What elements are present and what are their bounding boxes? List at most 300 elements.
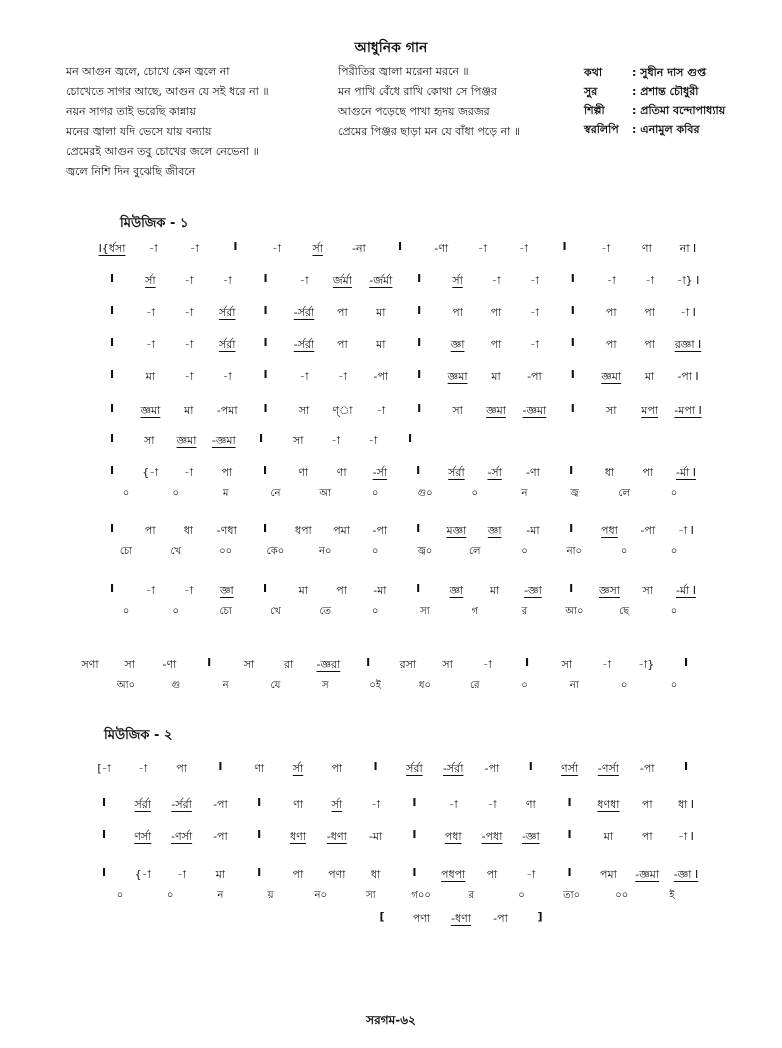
syllable: ম bbox=[222, 488, 229, 499]
note-cell: -ণা bbox=[434, 242, 449, 255]
note-cell: ণর্সা bbox=[134, 830, 152, 843]
note-cell: -র্মা I bbox=[675, 584, 697, 597]
note-cell: মা bbox=[376, 338, 386, 351]
bar-separator: I bbox=[263, 522, 268, 535]
note-cell: -া bbox=[184, 306, 194, 319]
syllable: ০ bbox=[521, 680, 528, 691]
note-cell: সা bbox=[452, 404, 463, 417]
syllable: ০ই bbox=[369, 680, 381, 691]
syllable: আ০ bbox=[116, 680, 136, 691]
note-cell: ধণধা bbox=[597, 798, 620, 811]
bar-separator: I bbox=[109, 522, 115, 535]
credit-label: স্বরলিপি bbox=[584, 123, 619, 136]
note-cell: জ্ঞমা bbox=[140, 404, 161, 417]
note-cell: -মা bbox=[373, 584, 387, 597]
note-cell: সা bbox=[298, 404, 310, 417]
syllable: ০ bbox=[518, 890, 525, 901]
note-cell: সা bbox=[605, 404, 617, 417]
note-cell: -া bbox=[145, 306, 155, 319]
bar-separator: I bbox=[567, 828, 572, 841]
note-cell: পা bbox=[644, 306, 655, 319]
note-cell: -মা bbox=[526, 524, 540, 537]
bar-separator: ] bbox=[537, 910, 543, 923]
note-cell: পা bbox=[292, 868, 304, 881]
bar-separator: I bbox=[416, 522, 421, 535]
note-cell: -পা I bbox=[677, 370, 699, 383]
lyric-line: প্রেমেরই আগুন তবু চোখের জলে নেভেনা ॥ bbox=[66, 145, 259, 158]
note-cell: পণা bbox=[412, 912, 431, 925]
note-cell: -জ্ঞমা bbox=[522, 404, 547, 417]
note-cell: র্জর্মা bbox=[332, 274, 352, 287]
note-cell: পা bbox=[144, 524, 156, 537]
note-cell: -া bbox=[138, 762, 148, 775]
bar-separator: I bbox=[258, 432, 264, 445]
syllable: ০ bbox=[620, 680, 628, 691]
bar-separator: I bbox=[567, 796, 572, 809]
note-cell: ণা bbox=[293, 798, 303, 811]
bar-separator: I bbox=[417, 304, 422, 317]
note-cell: -র্জর্মা bbox=[369, 274, 393, 287]
note-cell: রজ্ঞা I bbox=[674, 338, 702, 351]
note-cell: পা bbox=[337, 306, 348, 319]
note-cell: র্সা bbox=[145, 274, 156, 287]
bar-separator: I bbox=[416, 464, 421, 477]
note-cell: সা bbox=[642, 584, 653, 597]
note-cell: -া} I bbox=[676, 274, 700, 287]
syllable: চো bbox=[119, 546, 133, 557]
credit-label: সুর bbox=[584, 85, 598, 98]
syllable: নে bbox=[270, 488, 281, 499]
note-cell: -া bbox=[337, 370, 347, 383]
lyric-line: পিরীতির জ্বালা মরেনা মরনে ॥ bbox=[338, 65, 469, 78]
note-cell: সা bbox=[124, 658, 135, 671]
syllable: তা০ bbox=[563, 890, 581, 901]
note-cell: -জ্ঞমা bbox=[635, 868, 660, 881]
note-cell: রসা bbox=[399, 658, 417, 671]
syllable: ০ bbox=[471, 488, 478, 499]
bar-separator: I bbox=[683, 760, 689, 773]
note-cell: [-া bbox=[97, 762, 111, 775]
note-cell: -ধণা bbox=[326, 830, 347, 843]
note-cell: মা bbox=[644, 370, 655, 383]
section-heading-music-1: মিউজিক - ১ bbox=[120, 216, 189, 231]
note-cell: -া bbox=[518, 242, 528, 255]
page-title: আধুনিক গান bbox=[354, 40, 428, 56]
note-cell: ণা bbox=[298, 466, 309, 479]
note-cell: পা bbox=[605, 306, 617, 319]
bar-separator: I bbox=[109, 272, 115, 285]
note-cell: -া bbox=[189, 242, 199, 255]
syllable: ই bbox=[669, 890, 675, 901]
note-cell: -া bbox=[376, 404, 386, 417]
note-cell: -া bbox=[299, 274, 309, 287]
bar-separator: I bbox=[263, 402, 268, 415]
note-cell: ধা bbox=[604, 466, 615, 479]
section-heading-music-2: মিউজিক - ২ bbox=[104, 728, 173, 743]
note-cell: -া bbox=[145, 584, 155, 597]
lyric-line: প্রেমের পিঞ্জর ছাড়া মন যে বাঁধা পড়ে না ॥ bbox=[338, 125, 521, 138]
syllable: ন bbox=[217, 890, 224, 901]
lyric-line: মন পাখি বেঁধে রাখি কোথা সে পিঞ্জর bbox=[338, 85, 497, 98]
note-cell: ণ্া bbox=[332, 404, 353, 417]
note-cell: -মপা I bbox=[674, 404, 702, 417]
note-cell: সা bbox=[293, 434, 304, 447]
credit-label: কথা bbox=[584, 66, 603, 79]
bar-separator: I bbox=[373, 760, 378, 773]
note-cell: -া I bbox=[680, 306, 696, 319]
note-cell: -পা bbox=[213, 798, 228, 811]
bar-separator: I bbox=[412, 866, 417, 879]
note-cell: ণা bbox=[254, 762, 265, 775]
bar-separator: I bbox=[417, 272, 422, 285]
note-cell: র্সা bbox=[292, 762, 304, 775]
bar-separator: I bbox=[101, 828, 107, 841]
note-cell: পধা bbox=[444, 830, 462, 843]
syllable: জ্ব bbox=[570, 488, 579, 499]
syllable: ০ bbox=[122, 488, 130, 499]
note-cell: র্সা bbox=[452, 274, 463, 287]
note-cell: -জ্ঞরা bbox=[316, 658, 341, 671]
note-cell: পা bbox=[605, 338, 617, 351]
bar-separator: I bbox=[101, 866, 107, 879]
syllable: র bbox=[468, 890, 475, 901]
syllable: ০ bbox=[670, 680, 678, 691]
note-cell: -না bbox=[351, 242, 366, 255]
note-cell: -া I bbox=[678, 524, 694, 537]
note-cell: {-া bbox=[142, 466, 159, 479]
note-cell: র্সর্রা bbox=[134, 798, 152, 811]
syllable: ন০ bbox=[319, 546, 332, 557]
bar-separator: [ bbox=[379, 910, 385, 923]
note-cell: পা bbox=[642, 466, 654, 479]
note-cell: -ণর্সা bbox=[171, 830, 193, 843]
lyric-line: জ্বলে নিশি দিন বুঝেছি জীবনে bbox=[66, 165, 196, 178]
note-cell: -া bbox=[487, 798, 497, 811]
note-cell: -পা bbox=[493, 912, 508, 925]
bar-separator: I bbox=[412, 828, 417, 841]
bar-separator: I bbox=[417, 402, 422, 415]
note-cell: -া I bbox=[678, 830, 694, 843]
bar-separator: I bbox=[101, 796, 107, 809]
note-cell: র্সর্রা bbox=[448, 466, 465, 479]
bar-separator: I bbox=[525, 656, 530, 669]
note-cell: র্সর্রা bbox=[218, 306, 236, 319]
syllable: লে bbox=[618, 488, 630, 499]
note-cell: -া bbox=[529, 274, 539, 287]
note-cell: সণা bbox=[81, 658, 99, 671]
bar-separator: I bbox=[366, 656, 371, 669]
note-cell: ণা bbox=[336, 466, 347, 479]
bar-separator: I bbox=[109, 432, 115, 445]
note-cell: পধা bbox=[601, 524, 618, 537]
syllable: যে bbox=[270, 680, 281, 691]
syllable: আ bbox=[319, 488, 332, 499]
syllable: না bbox=[569, 680, 579, 691]
note-cell: -া bbox=[299, 370, 309, 383]
syllable: লে bbox=[468, 546, 481, 557]
bar-separator: I bbox=[683, 656, 689, 669]
syllable: র bbox=[521, 606, 528, 617]
note-cell: -পা bbox=[213, 830, 228, 843]
note-cell: -া bbox=[184, 370, 194, 383]
note-cell: -ধণা bbox=[451, 912, 471, 925]
note-cell: জ্ঞা bbox=[487, 524, 502, 537]
note-cell: -ণধা bbox=[216, 524, 237, 537]
note-cell: -া bbox=[368, 434, 378, 447]
bar-separator: I bbox=[257, 796, 262, 809]
note-cell: ধণা bbox=[289, 830, 307, 843]
bar-separator: I bbox=[207, 656, 212, 669]
bar-separator: I bbox=[569, 464, 574, 477]
note-cell: -পা bbox=[527, 370, 542, 383]
note-cell: -জ্ঞা I bbox=[673, 868, 699, 881]
note-cell: মজ্ঞা bbox=[446, 524, 467, 537]
syllable: গু০ bbox=[417, 488, 433, 499]
bar-separator: I bbox=[417, 368, 422, 381]
syllable: গ০০ bbox=[411, 890, 431, 901]
credit-value: : প্রশান্ত চৌধুরী bbox=[632, 85, 699, 98]
syllable: ০ bbox=[620, 546, 628, 557]
note-cell: -া bbox=[482, 658, 492, 671]
syllable: ছে bbox=[619, 606, 630, 617]
note-cell: জ্ঞমা bbox=[447, 370, 468, 383]
note-cell: -া} bbox=[638, 658, 655, 671]
note-cell: জ্ঞমা bbox=[176, 434, 197, 447]
note-cell: পা bbox=[331, 762, 343, 775]
note-cell: -া bbox=[606, 274, 616, 287]
syllable: স bbox=[321, 680, 329, 691]
bar-separator: I bbox=[407, 432, 413, 445]
bar-separator: I bbox=[570, 402, 575, 415]
syllable: ০ bbox=[371, 488, 379, 499]
bar-separator: I bbox=[569, 582, 574, 595]
note-cell: -া bbox=[145, 338, 155, 351]
note-cell: -া bbox=[177, 868, 187, 881]
note-cell: মা bbox=[145, 370, 156, 383]
note-cell: ধা I bbox=[677, 798, 695, 811]
note-cell: -া bbox=[184, 338, 194, 351]
note-cell: {-া bbox=[134, 868, 151, 881]
note-cell: পমা bbox=[333, 524, 350, 537]
bar-separator: I bbox=[233, 240, 238, 253]
note-cell: র্সা bbox=[312, 242, 323, 255]
note-cell: -পা bbox=[373, 370, 389, 383]
note-cell: মা bbox=[184, 404, 194, 417]
bar-separator: I bbox=[416, 582, 421, 595]
syllable: ০ bbox=[172, 606, 180, 617]
note-cell: ণা bbox=[525, 798, 536, 811]
bar-separator: I bbox=[412, 796, 417, 809]
bar-separator: I bbox=[567, 866, 572, 879]
bar-separator: I bbox=[263, 304, 268, 317]
bar-separator: I bbox=[263, 336, 268, 349]
note-cell: পণা bbox=[328, 868, 346, 881]
note-cell: -জ্ঞমা bbox=[211, 434, 236, 447]
credit-value: : প্রতিমা বন্দোপাধ্যায় bbox=[632, 104, 726, 117]
syllable: ০ bbox=[371, 546, 379, 557]
note-cell: মা bbox=[215, 868, 226, 881]
note-cell: পা bbox=[452, 306, 463, 319]
note-cell: ধা bbox=[183, 524, 194, 537]
syllable: রে bbox=[469, 680, 480, 691]
note-cell: -া bbox=[645, 274, 655, 287]
note-cell: -র্সর্রা bbox=[293, 306, 315, 319]
bar-separator: I bbox=[109, 464, 115, 477]
syllable: ০ bbox=[371, 606, 379, 617]
lyric-line: নয়ন সাগর তাই ভরেছি কান্নায় bbox=[66, 105, 196, 118]
syllable: ০ bbox=[670, 488, 678, 499]
syllable: আ০ bbox=[565, 606, 584, 617]
syllable: ০ bbox=[670, 606, 678, 617]
lyric-line: আগুনে পড়েছে পাখা হৃদয় জরজর bbox=[338, 105, 490, 118]
note-cell: -া bbox=[184, 274, 194, 287]
note-cell: জ্ঞসা bbox=[598, 584, 620, 597]
note-cell: মা bbox=[298, 584, 308, 597]
page-number: সরগম-৬২ bbox=[366, 1013, 416, 1027]
note-cell: -ণর্সা bbox=[597, 762, 619, 775]
bar-separator: I bbox=[528, 760, 533, 773]
note-cell: -া bbox=[222, 370, 232, 383]
syllable: গু bbox=[171, 680, 181, 691]
note-cell: -া bbox=[526, 868, 536, 881]
note-cell: -া bbox=[448, 798, 458, 811]
syllable: ০ bbox=[166, 890, 174, 901]
bar-separator: I bbox=[397, 240, 403, 253]
syllable: ন bbox=[521, 488, 528, 499]
note-cell: -ণা bbox=[526, 466, 540, 479]
bar-separator: I bbox=[570, 368, 575, 381]
note-cell: সা bbox=[561, 658, 573, 671]
syllable: গ bbox=[471, 606, 478, 617]
syllable: খে bbox=[170, 546, 182, 557]
note-cell: -পধা bbox=[481, 830, 503, 843]
note-cell: -া bbox=[477, 242, 487, 255]
note-cell: -া bbox=[602, 658, 612, 671]
note-cell: I{র্ধসা bbox=[98, 242, 126, 255]
syllable: য় bbox=[267, 890, 274, 901]
syllable: ০ bbox=[521, 546, 528, 557]
note-cell: -া bbox=[184, 466, 194, 479]
note-cell: পা bbox=[221, 466, 233, 479]
note-cell: -পা bbox=[484, 762, 500, 775]
note-cell: -পা bbox=[640, 524, 656, 537]
syllable: সা bbox=[366, 890, 376, 901]
note-cell: -া bbox=[529, 338, 539, 351]
note-cell: পা bbox=[641, 830, 653, 843]
credit-value: : সুধীন দাস গুপ্ত bbox=[632, 66, 707, 79]
note-cell: সা bbox=[144, 434, 155, 447]
bar-separator: I bbox=[562, 240, 567, 253]
note-cell: মা bbox=[376, 306, 386, 319]
note-cell: -া bbox=[491, 274, 501, 287]
bar-separator: I bbox=[257, 866, 262, 879]
bar-separator: I bbox=[218, 760, 223, 773]
note-cell: -মা bbox=[368, 830, 383, 843]
syllable: ন bbox=[222, 680, 229, 691]
note-cell: জ্ঞা bbox=[219, 584, 234, 597]
bar-separator: I bbox=[109, 582, 115, 595]
note-cell: জ্ঞা bbox=[449, 584, 464, 597]
syllable: তে bbox=[319, 606, 332, 617]
note-cell: -পা bbox=[639, 762, 655, 775]
syllable: ০ bbox=[116, 890, 124, 901]
note-cell: পা bbox=[486, 868, 498, 881]
note-cell: পা bbox=[336, 584, 347, 597]
syllable: না০ bbox=[566, 546, 583, 557]
note-cell: জ্ঞা bbox=[450, 338, 465, 351]
syllable: ধ০ bbox=[418, 680, 431, 691]
bar-separator: I bbox=[570, 304, 575, 317]
note-cell: র্সর্রা bbox=[218, 338, 236, 351]
note-cell: -র্সর্রা bbox=[171, 798, 192, 811]
syllable: ন০ bbox=[314, 890, 327, 901]
note-cell: মপা bbox=[641, 404, 658, 417]
syllable: ০ bbox=[172, 488, 180, 499]
bar-separator: I bbox=[263, 464, 268, 477]
note-cell: -র্সর্রা bbox=[442, 762, 464, 775]
syllable: জ্ব০ bbox=[417, 546, 433, 557]
note-cell: -পা bbox=[372, 524, 388, 537]
note-cell: মা bbox=[491, 370, 501, 383]
note-cell: -া bbox=[272, 242, 282, 255]
syllable: ০০ bbox=[615, 890, 629, 901]
bar-separator: I bbox=[257, 828, 262, 841]
note-cell: -র্সা bbox=[372, 466, 388, 479]
note-cell: র্সর্রা bbox=[406, 762, 423, 775]
note-cell: পা bbox=[337, 338, 348, 351]
bar-separator: I bbox=[109, 304, 115, 317]
bar-separator: I bbox=[417, 336, 422, 349]
bar-separator: I bbox=[263, 582, 268, 595]
note-cell: -া bbox=[148, 242, 158, 255]
note-cell: পমা bbox=[600, 868, 617, 881]
lyric-line: মন আগুন জ্বলে, চোখে কেন জ্বলে না bbox=[66, 65, 230, 78]
note-cell: না I bbox=[679, 242, 697, 255]
note-cell: -ণা bbox=[162, 658, 177, 671]
note-cell: -র্সর্রা bbox=[293, 338, 315, 351]
note-cell: -া bbox=[371, 798, 381, 811]
note-cell: পা bbox=[641, 798, 653, 811]
credit-label: শিল্পী bbox=[584, 104, 605, 117]
bar-separator: I bbox=[570, 336, 575, 349]
bar-separator: I bbox=[570, 272, 575, 285]
note-cell: রা bbox=[284, 658, 294, 671]
bar-separator: I bbox=[569, 522, 574, 535]
syllable: চো bbox=[219, 606, 232, 617]
bar-separator: I bbox=[109, 336, 115, 349]
note-cell: ণর্সা bbox=[561, 762, 579, 775]
syllable: সা bbox=[420, 606, 430, 617]
note-cell: ধপা bbox=[294, 524, 312, 537]
lyric-line: মনের জ্বালা যদি ভেসে যায় বন্যায় bbox=[66, 125, 212, 138]
note-cell: -া bbox=[330, 434, 341, 447]
note-cell: পা bbox=[490, 338, 502, 351]
note-cell: -র্মা I bbox=[675, 466, 697, 479]
note-cell: -জ্ঞা bbox=[524, 584, 542, 597]
note-cell: র্সা bbox=[331, 798, 343, 811]
note-cell: পা bbox=[176, 762, 187, 775]
note-cell: পধপা bbox=[441, 868, 466, 881]
note-cell: সা bbox=[442, 658, 453, 671]
note-cell: -া bbox=[222, 274, 232, 287]
bar-separator: I bbox=[263, 368, 268, 381]
note-cell: ধা bbox=[370, 868, 381, 881]
note-cell: -র্সা bbox=[487, 466, 502, 479]
note-cell: -া bbox=[184, 584, 194, 597]
bar-separator: I bbox=[263, 272, 268, 285]
note-cell: মা bbox=[490, 584, 500, 597]
note-cell: পা bbox=[644, 338, 655, 351]
